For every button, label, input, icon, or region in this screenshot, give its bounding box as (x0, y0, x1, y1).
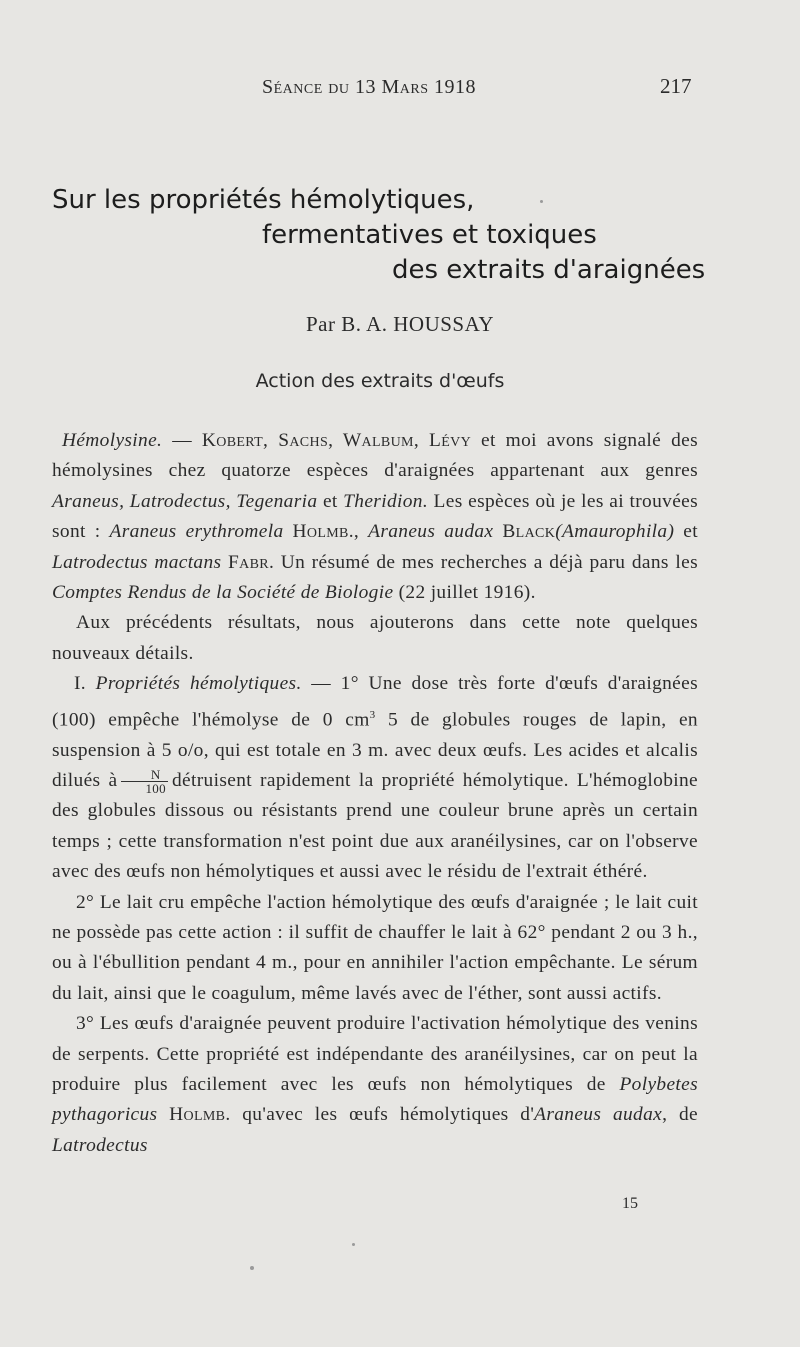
genus-theridion: Theridion. (343, 490, 429, 512)
species-author: Holmb. (157, 1104, 231, 1126)
paper-speck (250, 1266, 254, 1270)
section-heading: Action des extraits d'œufs (255, 370, 505, 392)
genus-list: Araneus, Latrodectus, Tegenaria (52, 490, 318, 512)
page-number: 217 (660, 74, 692, 98)
paragraph-venom-activation: 3° Les œufs d'araignée peuvent produire l'activation hémolytique des venins de serpents. Cette propriété est indépendante des aranéilysines, car on peut la produire plus facilement avec les œufs non hémolytiques de Polybetes pythagoricus Holmb. qu'avec les œufs hémolytiques d'Araneus audax, de Latrodectus (52, 1013, 698, 1156)
body-text (52, 426, 698, 1161)
paragraph-intro: Aux précédents résultats, nous ajouterons dans cette note quelques nouveaux détails. (52, 612, 698, 664)
byline: Par B. A. HOUSSAY (305, 312, 494, 336)
title-line-1: Sur les propriétés hémolytiques, (52, 185, 475, 215)
species-name: Araneus erythromela (109, 521, 284, 543)
paper-speck (540, 200, 543, 203)
signature-mark: 15 (622, 1195, 638, 1212)
lead-term: Hémolysine. (62, 430, 163, 451)
species-synonym: (Amaurophila) (555, 521, 675, 543)
journal-title: Comptes Rendus de la Société de Biologie (52, 582, 394, 604)
page-header (0, 74, 800, 104)
species-name: Latrodectus (52, 1134, 148, 1156)
species-name: Polybetes pythagoricus (52, 1074, 698, 1126)
author-list: Kobert, Sachs, Walbum, Lévy (201, 430, 472, 451)
fraction-n-over-100: $\frac{N}{100}$ (121, 768, 168, 795)
species-name: Araneus audax (534, 1104, 663, 1126)
paragraph-milk: 2° Le lait cru empêche l'action hémolytique des œufs d'araignée ; le lait cuit ne possède pas cette action : il suffit de chauffer le lait à 62° pendant 2 ou 3 h., ou à l'ébullition pendant 4 m., pour en annihiler l'action empêchante. Le sérum du lait, ainsi que le coagulum, même lavés avec de l'éther, sont aussi actifs. (52, 891, 698, 1004)
species-name: Araneus audax (368, 521, 494, 543)
superscript: 3 (369, 708, 376, 721)
title-line-3: des extraits d'araignées (392, 255, 706, 285)
species-name: Latrodectus mactans (52, 551, 222, 573)
title-line-2: fermentatives et toxiques (262, 220, 597, 250)
species-author: Black (493, 521, 556, 543)
species-author: Holmb. (283, 521, 354, 543)
running-head: Séance du 13 Mars 1918 (262, 76, 477, 98)
species-author: Fabr. (221, 551, 275, 573)
subsection-heading: Propriétés hémolytiques. (95, 673, 302, 695)
paragraph-hemolytic-properties: I. Propriétés hémolytiques. — 1° Une dose très forte d'œufs d'araignées (100) empêche l'hémolyse de 0 $cm^3$ 5 de globules rouges de lapin, en suspension à 5 o/o, qui est totale en 3 m. avec deux œufs. Les acides et alcalis dilués à $\frac{N}{100}$ détruisent rapidement la propriété hémolytique. L'hémoglobine des globules dissous ou résistants prend une couleur brune après un certain temps ; cette transformation n'est point due aux aranéilysines, car on l'observe avec des œufs non hémolytiques et aussi avec le résidu de l'extrait éthéré. (52, 673, 698, 883)
paragraph-hemolysine: Hémolysine. — Kobert, Sachs, Walbum, Lévy et moi avons signalé des hémolysines chez quatorze espèces d'araignées appartenant aux genres Araneus, Latrodectus, Tegenaria et Theridion. Les espèces où je les ai trouvées sont : Araneus erythromela Holmb., Araneus audax Black(Amaurophila) et Latrodectus mactans Fabr. Un résumé de mes recherches a déjà paru dans les Comptes Rendus de la Société de Biologie (22 juillet 1916). (52, 430, 699, 604)
paper-speck (352, 1243, 355, 1246)
